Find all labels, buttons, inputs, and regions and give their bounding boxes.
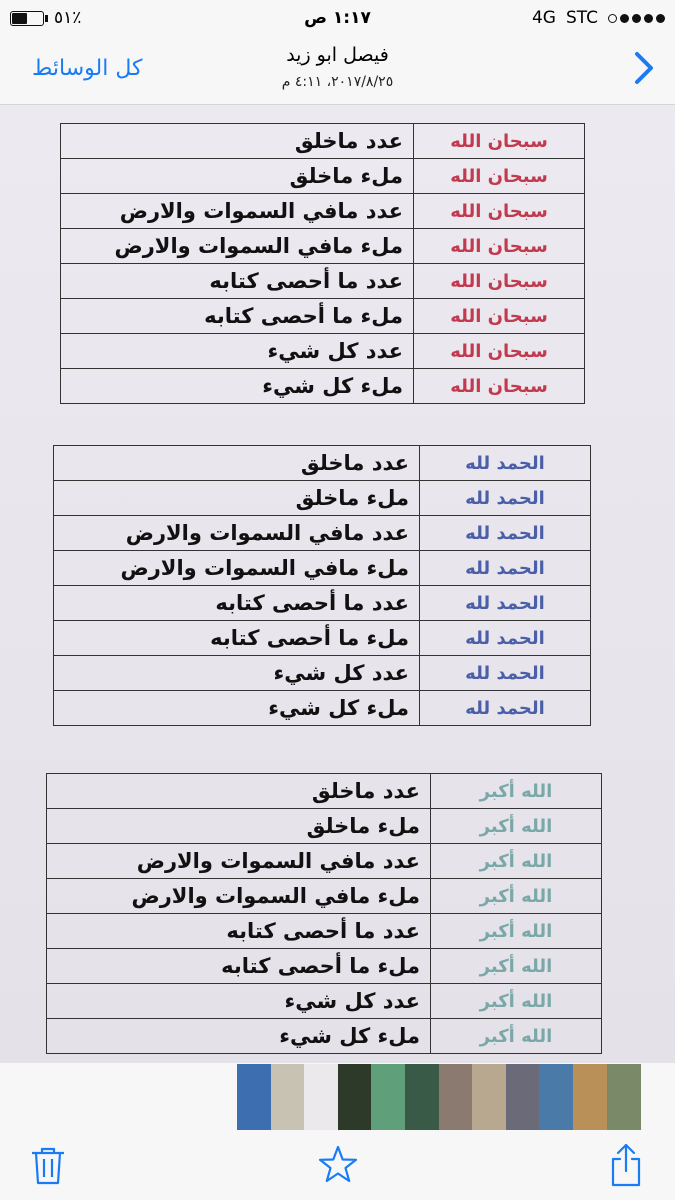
dhikr-phrase: ملء ما أحصى كتابه bbox=[47, 949, 431, 984]
dhikr-label: سبحان الله bbox=[414, 299, 585, 334]
table-row bbox=[47, 949, 602, 984]
all-media-button[interactable]: كل الوسائط bbox=[32, 56, 143, 81]
dhikr-label: الحمد لله bbox=[420, 656, 591, 691]
dhikr-phrase: عدد ما أحصى كتابه bbox=[47, 914, 431, 949]
dhikr-phrase: عدد ماخلق bbox=[47, 774, 431, 809]
thumb-person[interactable] bbox=[573, 1064, 607, 1130]
bottom-toolbar bbox=[0, 1135, 675, 1200]
dhikr-phrase: عدد ماخلق bbox=[54, 446, 420, 481]
dhikr-phrase: عدد مافي السموات والارض bbox=[61, 194, 414, 229]
dhikr-label: سبحان الله bbox=[414, 369, 585, 404]
dhikr-label: الله أكبر bbox=[431, 844, 602, 879]
chevron-right-icon[interactable] bbox=[631, 50, 657, 86]
table-row bbox=[47, 844, 602, 879]
trash-icon[interactable] bbox=[28, 1143, 68, 1187]
dhikr-phrase: ملء كل شيء bbox=[54, 691, 420, 726]
star-icon[interactable] bbox=[318, 1143, 358, 1187]
table-row bbox=[54, 481, 591, 516]
table-row bbox=[61, 159, 585, 194]
table-row bbox=[54, 691, 591, 726]
table-row bbox=[47, 774, 602, 809]
thumb-room[interactable] bbox=[472, 1064, 506, 1130]
dhikr-phrase: ملء ماخلق bbox=[47, 809, 431, 844]
dhikr-phrase: عدد مافي السموات والارض bbox=[47, 844, 431, 879]
dhikr-phrase: ملء ما أحصى كتابه bbox=[54, 621, 420, 656]
photo-viewer[interactable] bbox=[0, 105, 675, 1063]
dhikr-label: الله أكبر bbox=[431, 914, 602, 949]
thumb-document[interactable] bbox=[304, 1064, 338, 1130]
table-row bbox=[61, 194, 585, 229]
dhikr-phrase: ملء ماخلق bbox=[61, 159, 414, 194]
status-time: ١:١٧ ص bbox=[304, 8, 371, 28]
dhikr-phrase: ملء كل شيء bbox=[61, 369, 414, 404]
thumbnail-strip bbox=[0, 1063, 675, 1135]
dhikr-label: الحمد لله bbox=[420, 516, 591, 551]
table-row bbox=[54, 656, 591, 691]
table-row bbox=[54, 446, 591, 481]
dhikr-label: الحمد لله bbox=[420, 621, 591, 656]
table-row bbox=[61, 264, 585, 299]
dhikr-label: الحمد لله bbox=[420, 586, 591, 621]
table-row bbox=[54, 551, 591, 586]
table-row bbox=[47, 809, 602, 844]
dhikr-label: الله أكبر bbox=[431, 774, 602, 809]
dhikr-phrase: ملء مافي السموات والارض bbox=[47, 879, 431, 914]
takbir-table bbox=[46, 773, 602, 1054]
dhikr-phrase: ملء مافي السموات والارض bbox=[61, 229, 414, 264]
table-row bbox=[47, 984, 602, 1019]
thumb-green-card[interactable] bbox=[371, 1064, 405, 1130]
message-date: ٢٠١٧/٨/٢٥، ٤:١١ م bbox=[281, 74, 394, 90]
carrier-name: STC bbox=[565, 8, 598, 28]
table-row bbox=[47, 914, 602, 949]
network-status bbox=[532, 8, 665, 28]
dhikr-label: الحمد لله bbox=[420, 551, 591, 586]
dhikr-label: الله أكبر bbox=[431, 879, 602, 914]
thumb-children[interactable] bbox=[539, 1064, 573, 1130]
dhikr-phrase: عدد ما أحصى كتابه bbox=[61, 264, 414, 299]
table-row bbox=[61, 369, 585, 404]
dhikr-label: سبحان الله bbox=[414, 124, 585, 159]
dhikr-phrase: ملء كل شيء bbox=[47, 1019, 431, 1054]
table-row bbox=[54, 516, 591, 551]
table-row bbox=[47, 879, 602, 914]
thumb-portrait[interactable] bbox=[439, 1064, 473, 1130]
tahmid-table bbox=[53, 445, 591, 726]
dhikr-label: الحمد لله bbox=[420, 446, 591, 481]
network-type: 4G bbox=[531, 8, 556, 28]
signal-strength-icon bbox=[608, 14, 665, 23]
dhikr-phrase: ملء مافي السموات والارض bbox=[54, 551, 420, 586]
dhikr-phrase: عدد مافي السموات والارض bbox=[54, 516, 420, 551]
dhikr-phrase: ملء ما أحصى كتابه bbox=[61, 299, 414, 334]
dhikr-phrase: عدد كل شيء bbox=[54, 656, 420, 691]
table-row bbox=[54, 621, 591, 656]
tasbih-table bbox=[60, 123, 585, 404]
dhikr-phrase: ملء ماخلق bbox=[54, 481, 420, 516]
table-row bbox=[61, 299, 585, 334]
thumb-forest[interactable] bbox=[405, 1064, 439, 1130]
dhikr-phrase: عدد ماخلق bbox=[61, 124, 414, 159]
share-icon[interactable] bbox=[606, 1143, 646, 1187]
dhikr-label: الله أكبر bbox=[431, 1019, 602, 1054]
thumb-tv-broadcast[interactable] bbox=[237, 1064, 271, 1130]
dhikr-label: سبحان الله bbox=[414, 159, 585, 194]
dhikr-label: سبحان الله bbox=[414, 229, 585, 264]
battery-percentage: ٥١٪ bbox=[54, 8, 82, 28]
dhikr-phrase: عدد ما أحصى كتابه bbox=[54, 586, 420, 621]
navigation-bar bbox=[0, 36, 675, 105]
table-row bbox=[61, 124, 585, 159]
dhikr-phrase: عدد كل شيء bbox=[47, 984, 431, 1019]
dhikr-label: الله أكبر bbox=[431, 984, 602, 1019]
thumb-landscape[interactable] bbox=[607, 1064, 641, 1130]
dhikr-label: سبحان الله bbox=[414, 334, 585, 369]
thumb-calligraphy[interactable] bbox=[271, 1064, 305, 1130]
table-row bbox=[54, 586, 591, 621]
table-row bbox=[47, 1019, 602, 1054]
status-bar bbox=[0, 0, 675, 36]
dhikr-label: الله أكبر bbox=[431, 809, 602, 844]
sender-name: فيصل ابو زيد bbox=[286, 44, 389, 66]
table-row bbox=[61, 229, 585, 264]
dhikr-label: الحمد لله bbox=[420, 691, 591, 726]
thumb-dark-poster[interactable] bbox=[338, 1064, 372, 1130]
thumb-mosque[interactable] bbox=[506, 1064, 540, 1130]
dhikr-label: الحمد لله bbox=[420, 481, 591, 516]
dhikr-phrase: عدد كل شيء bbox=[61, 334, 414, 369]
table-row bbox=[61, 334, 585, 369]
dhikr-label: الله أكبر bbox=[431, 949, 602, 984]
dhikr-label: سبحان الله bbox=[414, 194, 585, 229]
dhikr-label: سبحان الله bbox=[414, 264, 585, 299]
